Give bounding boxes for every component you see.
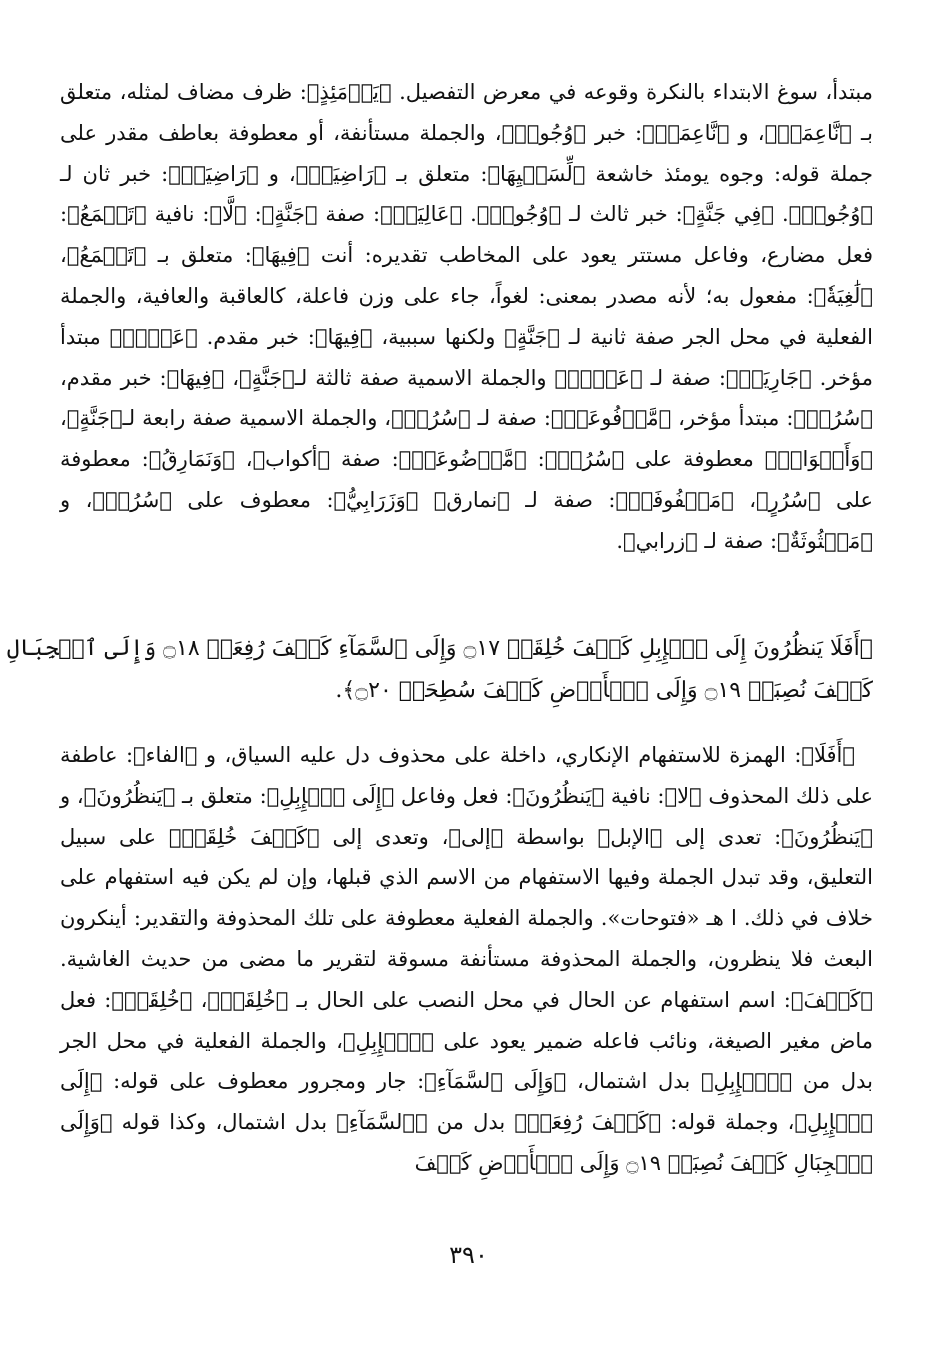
page-number: ٣٩٠ [449,1241,488,1269]
quran-verse-line: كَيۡفَ نُصِبَتۡ ۝١٩ وَإِلَى ٱلۡأَرۡضِ كَيۡفَ سُطِحَتۡ ۝٢٠﴾. [335,678,873,703]
commentary-paragraph: مبتدأ، سوغ الابتداء بالنكرة وقوعه في معرض التفصيل. ﴿يَوۡمَئِذٍ﴾: ظرف مضاف لمثله، متعلق بـ ﴿نَّاعِمَةٞ﴾، و ﴿نَّاعِمَةٞ﴾: خبر ﴿وُجُوهٞ﴾، والجملة مستأنفة، أو معطوفة بعاطف مقدر على جملة قوله: وجوه يومئذ خاشعة ﴿لِّسَعۡيِهَا﴾: متعلق بـ ﴿رَاضِيَةٞ﴾، و ﴿رَاضِيَةٞ﴾: خبر ثان لـ ﴿وُجُوهٞ﴾. ﴿فِي جَنَّةٍ﴾: خبر ثالث لـ ﴿وُجُوهٞ﴾. ﴿عَالِيَةٖ﴾: صفة ﴿جَنَّةٍ﴾: ﴿لَّا﴾: نافية ﴿تَسۡمَعُ﴾: فعل مضارع، وفاعل مستتر يعود على المخاطب تقديره: أنت ﴿فِيهَا﴾: متعلق بـ ﴿تَسۡمَعُ﴾، ﴿لَٰغِيَةٗ﴾: مفعول به؛ لأنه مصدر بمعنى: لغواً، جاء على وزن فاعلة، كالعاقبة والعافية، والجملة الفعلية في محل الجر صفة ثانية لـ ﴿جَنَّةٍ﴾ ولكنها سببية، ﴿فِيهَا﴾: خبر مقدم. ﴿عَيۡنٞ﴾ مبتدأ مؤخر. ﴿جَارِيَةٞ﴾: صفة لـ ﴿عَيۡنٞ﴾ والجملة الاسمية صفة ثالثة لـ﴿جَنَّةٍ﴾، ﴿فِيهَا﴾: خبر مقدم، ﴿سُرُرٞ﴾: مبتدأ مؤخر، ﴿مَّرۡفُوعَةٞ﴾: صفة لـ ﴿سُرُرٞ﴾، والجملة الاسمية صفة رابعة لـ﴿جَنَّةٍ﴾، ﴿وَأَكۡوَابٞ﴾ معطوفة على ﴿سُرُرٞ﴾: ﴿مَّوۡضُوعَةٞ﴾: صفة ﴿أكواب﴾، ﴿وَنَمَارِقُ﴾: معطوفة على ﴿سُرُرٍ﴾، ﴿مَصۡفُوفَةٞ﴾: صفة لـ ﴿نمارق﴾ ﴿وَزَرَابِيُّ﴾: معطوف على ﴿سُرُرٞ﴾، و ﴿مَبۡثُوثَةٌ﴾: صفة لـ ﴿زرابي﴾. [60,80,873,553]
quran-verse-block [6,628,873,712]
commentary-paragraph: ﴿أَفَلَا﴾: الهمزة للاستفهام الإنكاري، داخلة على محذوف دل عليه السياق، و ﴿الفاء﴾: عاطفة على ذلك المحذوف ﴿لا﴾: نافية ﴿يَنظُرُونَ﴾: فعل وفاعل ﴿إِلَى ٱلۡإِبِلِ﴾: متعلق بـ ﴿يَنظُرُونَ﴾، و ﴿يَنظُرُونَ﴾: تعدى إلى ﴿الإبل﴾ بواسطة ﴿إلى﴾، وتعدى إلى ﴿كَيۡفَ خُلِقَتۡ﴾ على سبيل التعليق، وقد تبدل الجملة وفيها الاستفهام من الاسم الذي قبلها، وإن لم يكن فيه استفهام على خلاف في ذلك. ا هـ «فتوحات». والجملة الفعلية معطوفة على تلك المحذوفة والتقدير: أينكرون البعث فلا ينظرون، والجملة المحذوفة مستأنفة مسوقة لتقرير ما مضى من حديث الغاشية. ﴿كَيۡفَ﴾: اسم استفهام عن الحال في محل النصب على الحال بـ ﴿خُلِقَتۡ﴾، ﴿خُلِقَتۡ﴾: فعل ماض مغير الصيغة، ونائب فاعله ضمير يعود على ﴿ٱلۡإِبِلِ﴾، والجملة الفعلية في محل الجر بدل من ﴿ٱلۡإِبِلِ﴾ بدل اشتمال، ﴿وَإِلَى ٱلسَّمَآءِ﴾: جار ومجرور معطوف على قوله: ﴿إِلَى ٱلۡإِبِلِ﴾، وجملة قوله: ﴿كَيۡفَ رُفِعَتۡ﴾ بدل من ﴿ٱلسَّمَآءِ﴾ بدل اشتمال، وكذا قوله ﴿وَإِلَى ٱلۡجِبَالِ كَيۡفَ نُصِبَتۡ ۝١٩ وَإِلَى ٱلۡأَرۡضِ كَيۡفَ [60,743,873,1175]
quran-verse-line: ﴿أَفَلَا يَنظُرُونَ إِلَى ٱلۡإِبِلِ كَيۡفَ خُلِقَتۡ ۝١٧ وَإِلَى ٱلسَّمَآءِ كَيۡفَ رُفِعَتۡ ۝١٨ وَإِلَى ٱلۡجِبَالِ [6,636,873,661]
commentary-block-bottom [60,735,873,1184]
commentary-block-top [60,72,873,562]
